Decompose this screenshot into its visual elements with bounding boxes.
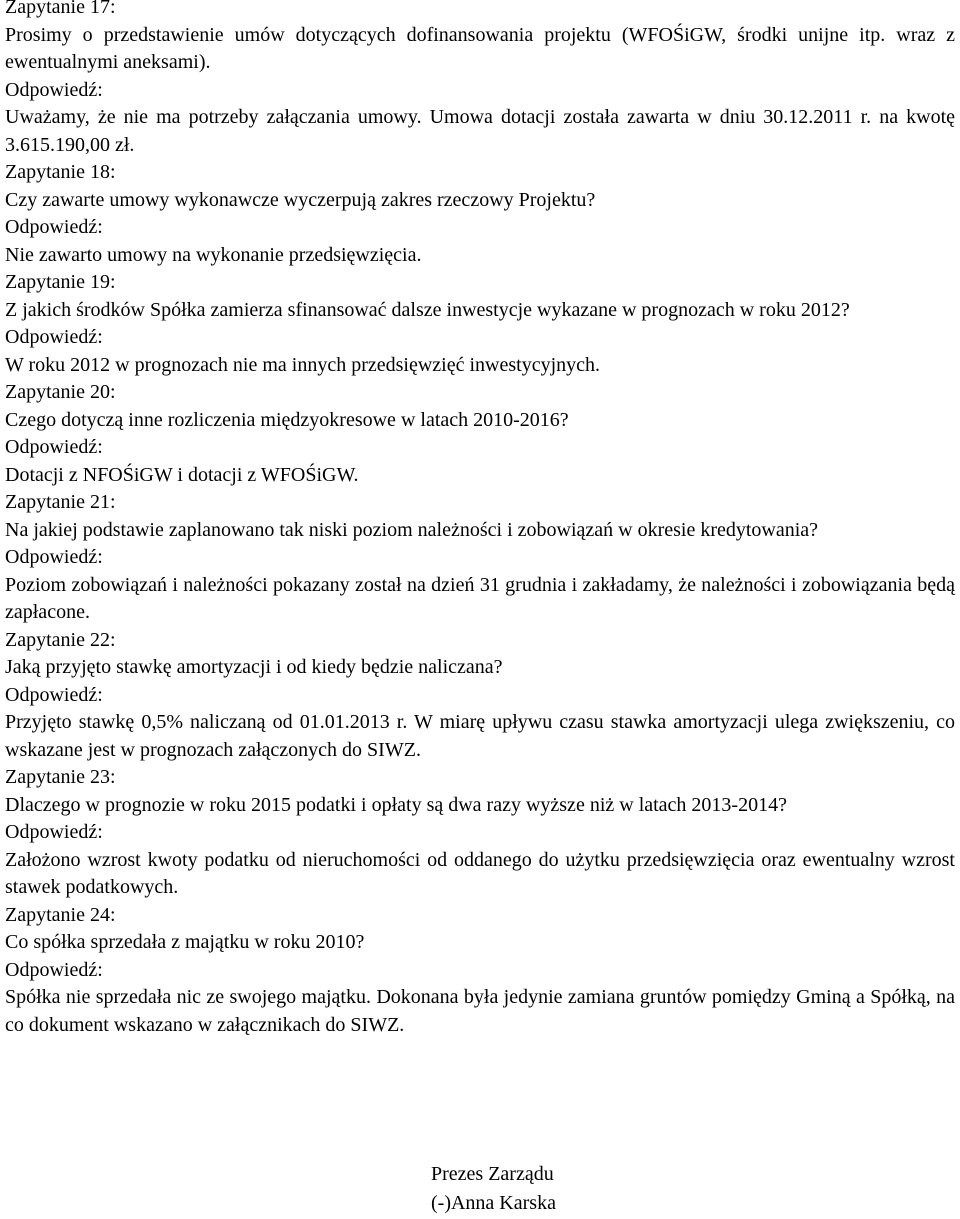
- answer-text: Uważamy, że nie ma potrzeby załączania umowy. Umowa dotacji została zawarta w dniu 30.12.2011 r. na kwotę 3.615.190,00 zł.: [5, 106, 955, 156]
- question-label: Zapytanie 19:: [5, 271, 116, 293]
- answer-label: Odpowiedź:: [5, 326, 103, 348]
- question-text: Na jakiej podstawie zaplanowano tak niski poziom należności i zobowiązań w okresie kredytowania?: [5, 518, 819, 541]
- answer-text: Nie zawarto umowy na wykonanie przedsięwzięcia.: [5, 243, 422, 266]
- answer-label: Odpowiedź:: [5, 436, 103, 458]
- question-text: Jaką przyjęto stawkę amortyzacji i od kiedy będzie naliczana?: [5, 656, 503, 678]
- question-label: Zapytanie 24:: [5, 903, 116, 926]
- question-label: Zapytanie 17:: [5, 0, 116, 18]
- qa-block: [5, 159, 955, 269]
- question-text: Z jakich środków Spółka zamierza sfinansować dalsze inwestycje wykazane w prognozach w roku 2012?: [5, 298, 850, 321]
- qa-block: [5, 379, 955, 489]
- qa-block: [5, 627, 955, 765]
- question-label: Zapytanie 21:: [5, 491, 116, 513]
- answer-label: Odpowiedź:: [5, 683, 103, 706]
- question-text: Czego dotyczą inne rozliczenia międzyokresowe w latach 2010-2016?: [5, 408, 569, 431]
- answer-label: Odpowiedź:: [5, 546, 103, 568]
- signature-name: (-)Anna Karska: [431, 1192, 556, 1214]
- qa-block: [5, 902, 955, 1040]
- answer-label: Odpowiedź:: [5, 78, 103, 101]
- qa-block: [5, 764, 955, 902]
- answer-label: Odpowiedź:: [5, 958, 103, 981]
- question-text: Dlaczego w prognozie w roku 2015 podatki i opłaty są dwa razy wyższe niż w latach 2013-2014?: [5, 793, 787, 816]
- answer-label: Odpowiedź:: [5, 821, 103, 843]
- qa-block: [5, 0, 955, 159]
- question-label: Zapytanie 18:: [5, 161, 116, 183]
- qa-block: [5, 269, 955, 379]
- document-body: [5, 0, 955, 1039]
- answer-text: Przyjęto stawkę 0,5% naliczaną od 01.01.2013 r. W miarę upływu czasu stawka amortyzacji ulega zwiększeniu, co wskazane jest w prognozach załączonych do SIWZ.: [5, 711, 955, 761]
- question-label: Zapytanie 23:: [5, 766, 116, 788]
- question-text: Co spółka sprzedała z majątku w roku 2010?: [5, 931, 365, 953]
- answer-text: Dotacji z NFOŚiGW i dotacji z WFOŚiGW.: [5, 463, 359, 486]
- signature-block: [431, 1160, 556, 1218]
- answer-text: Spółka nie sprzedała nic ze swojego majątku. Dokonana była jedynie zamiana gruntów pomiędzy Gminą a Spółką, na co dokument wskazano w załącznikach do SIWZ.: [5, 986, 955, 1036]
- answer-label: Odpowiedź:: [5, 216, 103, 238]
- question-label: Zapytanie 22:: [5, 628, 116, 651]
- answer-text: W roku 2012 w prognozach nie ma innych przedsięwzięć inwestycyjnych.: [5, 353, 600, 376]
- answer-text: Założono wzrost kwoty podatku od nieruchomości od oddanego do użytku przedsięwzięcia oraz ewentualny wzrost stawek podatkowych.: [5, 848, 955, 898]
- question-text: Czy zawarte umowy wykonawcze wyczerpują zakres rzeczowy Projektu?: [5, 188, 596, 211]
- qa-block: [5, 489, 955, 627]
- answer-text: Poziom zobowiązań i należności pokazany został na dzień 31 grudnia i zakładamy, że należności i zobowiązania będą zapłacone.: [5, 573, 955, 623]
- question-text: Prosimy o przedstawienie umów dotyczących dofinansowania projektu (WFOŚiGW, środki unijne itp. wraz z ewentualnymi aneksami).: [5, 23, 955, 73]
- signature-title: Prezes Zarządu: [431, 1163, 554, 1185]
- question-label: Zapytanie 20:: [5, 381, 116, 403]
